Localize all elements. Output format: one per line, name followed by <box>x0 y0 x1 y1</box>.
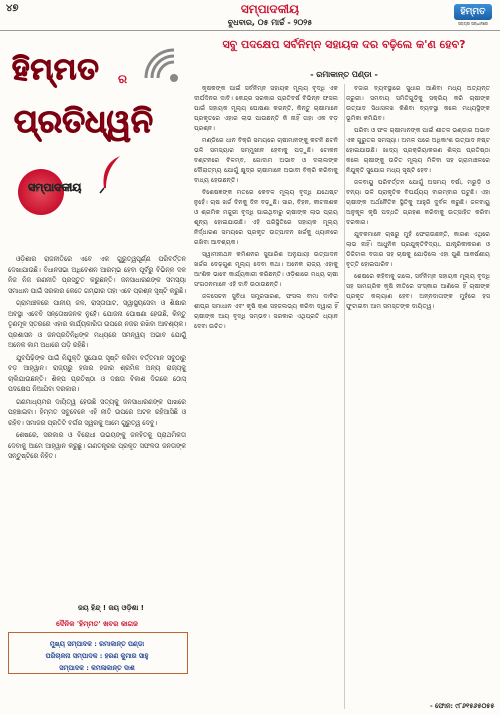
article-paragraph: ଜଳସେଚନ ସୁବିଧା ସମ୍ପ୍ରସାରଣ, ଫସଲ ବୀମା ଦାବିର ଶୀଘ୍ର ସମାଧାନ ଏବଂ କୃଷି ଋଣ ସହଜଲଭ୍ୟ କରିବା ଦ୍ୱାରା ହିଁ ଚାଷୀଙ୍କ ଆୟ ବୃଦ୍ଧି ସମ୍ଭବ। ସରକାର ଏଥିପ୍ରତି ଧ୍ୟାନ ଦେବା ଉଚିତ। <box>194 293 338 330</box>
page-number: ୪୭ <box>6 3 19 14</box>
editorial-sign-off: ଜୟ ହିନ୍ଦ୍ ! ଜୟ ଓଡ଼ିଶା ! <box>78 604 144 612</box>
issue-date: ବୁଧବାର, ୦୫ ମାର୍ଚ୍ଚ - ୨୦୨୫ <box>227 18 313 27</box>
broadcast-signal-icon <box>140 44 182 86</box>
article-paragraph: ବିଶେଷଜ୍ଞଙ୍କ ମତରେ କେବଳ ମୂଲ୍ୟ ବୃଦ୍ଧି ଯଥେଷ୍ଟ ନୁହେଁ। ଚାଷ ଖର୍ଚ୍ଚ ଦିନକୁ ଦିନ ବଢ଼ୁଛି। ସାର, ବିହନ, କୀଟନାଶକ ଓ ଶ୍ରମିକ ମଜୁରୀ ବୃଦ୍ଧି ପାଇଥିବାରୁ ଚାଷୀଙ୍କ ଲାଭ ପ୍ରାୟ ଶୂନ୍ୟ ହୋଇଯାଉଛି। ଏହି ପରିସ୍ଥିତିରେ ସହାୟକ ମୂଲ୍ୟ ନିର୍ଦ୍ଧାରଣ ସମୟରେ ପ୍ରକୃତ ଉତ୍ପାଦନ ଖର୍ଚ୍ଚକୁ ଧ୍ୟାନରେ ରଖିବା ଆବଶ୍ୟକ। <box>194 189 338 246</box>
editorial-body <box>8 254 186 464</box>
article-paragraph: ବଜାର ବ୍ୟବସ୍ଥାରେ ସୁଧାର ଆଣିବା ମଧ୍ୟ ଅତ୍ୟନ୍ତ ଜରୁରୀ। ସମବାୟ ସମିତିଗୁଡ଼ିକୁ ସକ୍ରିୟ କରି ଚାଷୀଙ୍କ ଉତ୍ପାଦ ସିଧାସଳଖ କିଣିବା ବ୍ୟବସ୍ଥା କଲେ ମଧ୍ୟସ୍ଥିଙ୍କ ଭୂମିକା କମିଯିବ। <box>346 85 490 122</box>
editorial-byline: ସମ୍ପାଦକୀୟ <box>28 181 82 194</box>
article-headline: ସବୁ ପଦକ୍ଷେପ ସର୍ବନିମ୍ନ ସହାୟକ ଦର ବଢ଼ିଲେ କ'ଣ ହେବ? <box>222 38 466 51</box>
newspaper-logo <box>454 4 492 30</box>
chief-editor-credit: ମୁଖ୍ୟ ସମ୍ପାଦକ : ରମାକାନ୍ତ ପଣ୍ଡା <box>49 640 145 648</box>
article-column-left <box>194 84 338 334</box>
article-paragraph: ଜଳବାୟୁ ପରିବର୍ତ୍ତନ ଯୋଗୁଁ ଅସମୟ ବର୍ଷା, ମରୁଡ଼ି ଓ ବନ୍ୟା ଭଳି ପ୍ରାକୃତିକ ବିପର୍ଯ୍ୟୟ ବାରମ୍ବାର ଘଟୁଛି। ଏହା ଚାଷୀଙ୍କ ଅର୍ଥନୈତିକ ସ୍ଥିତିକୁ ଆହୁରି ଦୁର୍ବଳ କରୁଛି। ଜଳବାୟୁ ଅନୁକୂଳ କୃଷି ପଦ୍ଧତି ଗ୍ରହଣ କରିବାକୁ ଉତ୍ସାହିତ କରିବା ଦରକାର। <box>346 179 490 226</box>
logo-masthead: ହିମ୍ମତ <box>454 4 492 20</box>
editorial-paragraph: ଯୁବପିଢ଼ିଙ୍କ ପାଇଁ ନିଯୁକ୍ତି ସୁଯୋଗ ସୃଷ୍ଟି କରିବା ବର୍ତ୍ତମାନ ସବୁଠାରୁ ବଡ଼ ଆହ୍ୱାନ। ରାଜ୍ୟରୁ ହଜାର ହଜାର ଶ୍ରମିକ ଅନ୍ୟ ରାଜ୍ୟକୁ ଚାଲିଯାଉଛନ୍ତି। ଶିଳ୍ପ ପ୍ରତିଷ୍ଠା ଓ ଦକ୍ଷତା ବିକାଶ ଦିଗରେ ଠୋସ୍ ପଦକ୍ଷେପ ନିଆଯିବା ଦରକାର। <box>8 353 186 393</box>
editorial-paragraph: ଗ୍ରାମାଞ୍ଚଳରେ ପାନୀୟ ଜଳ, ରାସ୍ତାଘାଟ, ସ୍ୱାସ୍ଥ୍ୟସେବା ଓ ଶିକ୍ଷାର ଅବସ୍ଥା ଏବେବି ସନ୍ତୋଷଜନକ ନୁହେଁ। ଯୋଜନା ଘୋଷଣା ହେଉଛି, କିନ୍ତୁ ତୃଣମୂଳ ସ୍ତରରେ ଏହାର କାର୍ଯ୍ୟକାରିତା ଉପରେ ନଜର ରଖିବା ଆବଶ୍ୟକ। ପ୍ରଶାସନ ଓ ଜନପ୍ରତିନିଧିଙ୍କ ମଧ୍ୟରେ ସମନ୍ୱୟ ଅଭାବ ଯୋଗୁଁ ଅନେକ କାମ ଅଧାରେ ପଡ଼ି ରହିଛି। <box>8 299 186 349</box>
article-paragraph: ସ୍ୱାମୀନାଥନ କମିଶନର ସୁପାରିଶ ଅନୁଯାୟୀ ଉତ୍ପାଦନ ଖର୍ଚ୍ଚର ଦେଢ଼ଗୁଣ ମୂଲ୍ୟ ଦେବା କଥା। ଅନେକ ରାଜ୍ୟ ଏହାକୁ ଆଂଶିକ ଭାବେ କାର୍ଯ୍ୟକାରୀ କରିଛନ୍ତି। ଓଡ଼ିଶାରେ ମଧ୍ୟ ଚାଷୀ ସଂଗଠନମାନେ ଏହି ଦାବି ଉଠାଉଛନ୍ତି। <box>194 251 338 288</box>
article-author: - ରମାକାନ୍ତ ପଣ୍ଡା - <box>310 70 378 79</box>
article-paragraph: ପରିବା ଓ ଫଳ ଚାଷୀମାନଙ୍କ ପାଇଁ ଶୀତଳ ଭଣ୍ଡାର ଅଭାବ ଏକ ଗୁରୁତର ସମସ୍ୟା। ଅମଳ ପରେ ଅଧିକାଂଶ ଉତ୍ପାଦ ନଷ୍ଟ ହୋଇଯାଉଛି। ଖାଦ୍ୟ ପ୍ରକ୍ରିୟାକରଣ ଶିଳ୍ପ ପ୍ରତିଷ୍ଠା କଲେ ଚାଷୀଙ୍କୁ ଉଚିତ ମୂଲ୍ୟ ମିଳିବା ସହ ଗ୍ରାମାଞ୍ଚଳରେ ନିଯୁକ୍ତି ସୁଯୋଗ ମଧ୍ୟ ସୃଷ୍ଟି ହେବ। <box>346 127 490 174</box>
section-title: ସମ୍ପାଦକୀୟ <box>240 2 300 16</box>
article-paragraph: ଯୁବକମାନେ ଚାଷରୁ ମୁହଁ ଫେରାଉଛନ୍ତି, କାରଣ ଏଥିରେ ଲାଭ ନାହିଁ। ଆଧୁନିକ ପ୍ରଯୁକ୍ତିବିଦ୍ୟା, ଯାନ୍ତ୍ରିକୀକରଣ ଓ ଡିଜିଟାଲ ବଜାର ସହ ଚାଷକୁ ଯୋଡ଼ିଲେ ଏହା ପୁଣି ଆକର୍ଷଣୀୟ ବୃତ୍ତି ହୋଇପାରିବ। <box>346 231 490 268</box>
quill-pen-icon <box>96 154 124 194</box>
header-rule <box>0 30 500 31</box>
editorial-paragraph: ଓଡ଼ିଶାର ରାଜନୀତିରେ ଏବେ ଏକ ଗୁରୁତ୍ୱପୂର୍ଣ୍ଣ ପରିବର୍ତ୍ତନ ଦେଖାଯାଉଛି। ବିଧାନସଭା ଅଧିବେଶନ ଆରମ୍ଭ ହେବା ପୂର୍ବରୁ ବିଭିନ୍ନ ଦଳ ନିଜ ନିଜ ରଣନୀତି ପ୍ରସ୍ତୁତ କରୁଛନ୍ତି। ଜନସାଧାରଣଙ୍କ ସମସ୍ୟା ସମାଧାନ ପାଇଁ ସରକାର କେତେ ଗମ୍ଭୀର ତାହା ଏବେ ପ୍ରଶ୍ନ ସୃଷ୍ଟି କରୁଛି। <box>8 255 187 295</box>
article-paragraph: ଶେଷରେ କହିବାକୁ ଗଲେ, ସର୍ବନିମ୍ନ ସହାୟକ ମୂଲ୍ୟ ବୃଦ୍ଧି ସହ ସାମଗ୍ରିକ କୃଷି ନୀତିରେ ସଂସ୍କାର ଆଣିଲେ ହିଁ ଚାଷୀଙ୍କ ପ୍ରକୃତ କଲ୍ୟାଣ ହେବ। ଅନ୍ନଦାତାଙ୍କ ମୁହଁରେ ହସ ଫୁଟାଇବା ଆମ ସମସ୍ତଙ୍କ ଦାୟିତ୍ୱ। <box>346 273 490 310</box>
feature-title-connector: ର <box>118 72 128 86</box>
article-paragraph: ମଣ୍ଡିରେ ଧାନ ବିକ୍ରି ସମୟରେ ଚାଷୀମାନଙ୍କୁ କଟନି ଛଟନି ଭଳି ସମସ୍ୟାର ସମ୍ମୁଖୀନ ହେବାକୁ ପଡ଼ୁଛି। ଟୋକନ ବଣ୍ଟନରେ ବିଳମ୍ବ, ଗୋଦାମ ଅଭାବ ଓ ଦଲାଲଙ୍କ ଦୌରାତ୍ମ୍ୟ ଯୋଗୁଁ କ୍ଷୁଦ୍ର ଚାଷୀମାନେ ଅଭାବୀ ବିକ୍ରି କରିବାକୁ ବାଧ୍ୟ ହେଉଛନ୍ତି। <box>194 137 338 184</box>
editorial-paragraph: ଗଣମାଧ୍ୟମର ଦାୟିତ୍ୱ ହେଉଛି ସତ୍ୟକୁ ଜନସାଧାରଣଙ୍କ ପାଖରେ ପହଞ୍ଚାଇବା। ହିମ୍ମତ ସବୁବେଳେ ଏହି ନୀତି ଉପରେ ଅଟଳ ରହିଆସିଛି ଓ ରହିବ। ସମାଜର ପ୍ରତିଟି ବର୍ଗର ସ୍ୱରକୁ ଆମେ ଗୁରୁତ୍ୱ ଦେବୁ। <box>8 397 186 427</box>
article-end-note: - ଫୋନ: ୯୮୬୧୫୬୫୦୫୫ <box>430 702 495 710</box>
credits-title: ଦୈନିକ 'ହିମ୍ମତ' ଖବର କାଗଜ <box>28 620 166 629</box>
article-column-right <box>346 84 490 314</box>
feature-logo <box>8 34 186 252</box>
editor-credit: ସମ୍ପାଦକ : କମଳାକାନ୍ତ ଦାଶ <box>59 664 135 672</box>
logo-tagline: ସତ୍ୟର ସନ୍ଧାନରେ <box>458 21 488 26</box>
article-paragraph: କୃଷକଙ୍କ ପାଇଁ ସର୍ବନିମ୍ନ ସହାୟକ ମୂଲ୍ୟ ବୃଦ୍ଧି ଏକ ଦୀର୍ଘଦିନର ଦାବି। କେନ୍ଦ୍ର ସରକାର ପ୍ରତିବର୍ଷ ବିଭିନ୍ନ ଫସଲ ପାଇଁ ସହାୟକ ମୂଲ୍ୟ ଘୋଷଣା କରନ୍ତି, କିନ୍ତୁ ଚାଷୀମାନେ ପ୍ରକୃତରେ ଏହାର ଲାଭ ପାଉଛନ୍ତି କି ନାହିଁ ତାହା ଏକ ବଡ଼ ପ୍ରଶ୍ନ। <box>194 85 338 132</box>
column-divider <box>344 84 345 709</box>
editorial-paragraph: ଶେଷରେ, ସରକାର ଓ ବିରୋଧୀ ଉଭୟଙ୍କୁ ଜନହିତକୁ ପ୍ରାଥମିକତା ଦେବାକୁ ଆମେ ଆହ୍ୱାନ କରୁଛୁ। ଗଣତନ୍ତ୍ରର ପ୍ରକୃତ ସଫଳତା ଜନତାଙ୍କ ସନ୍ତୁଷ୍ଟିରେ ନିହିତ। <box>8 431 186 460</box>
managing-editor-credit: ପରିଚାଳନା ସମ୍ପାଦକ : ହରଣ କୁମାର ସାହୁ <box>45 652 149 660</box>
feature-title-part1: ହିମ୍ମତ <box>12 52 100 87</box>
feature-title-part2: ପ୍ରତିଧ୍ୱନି <box>14 102 153 140</box>
